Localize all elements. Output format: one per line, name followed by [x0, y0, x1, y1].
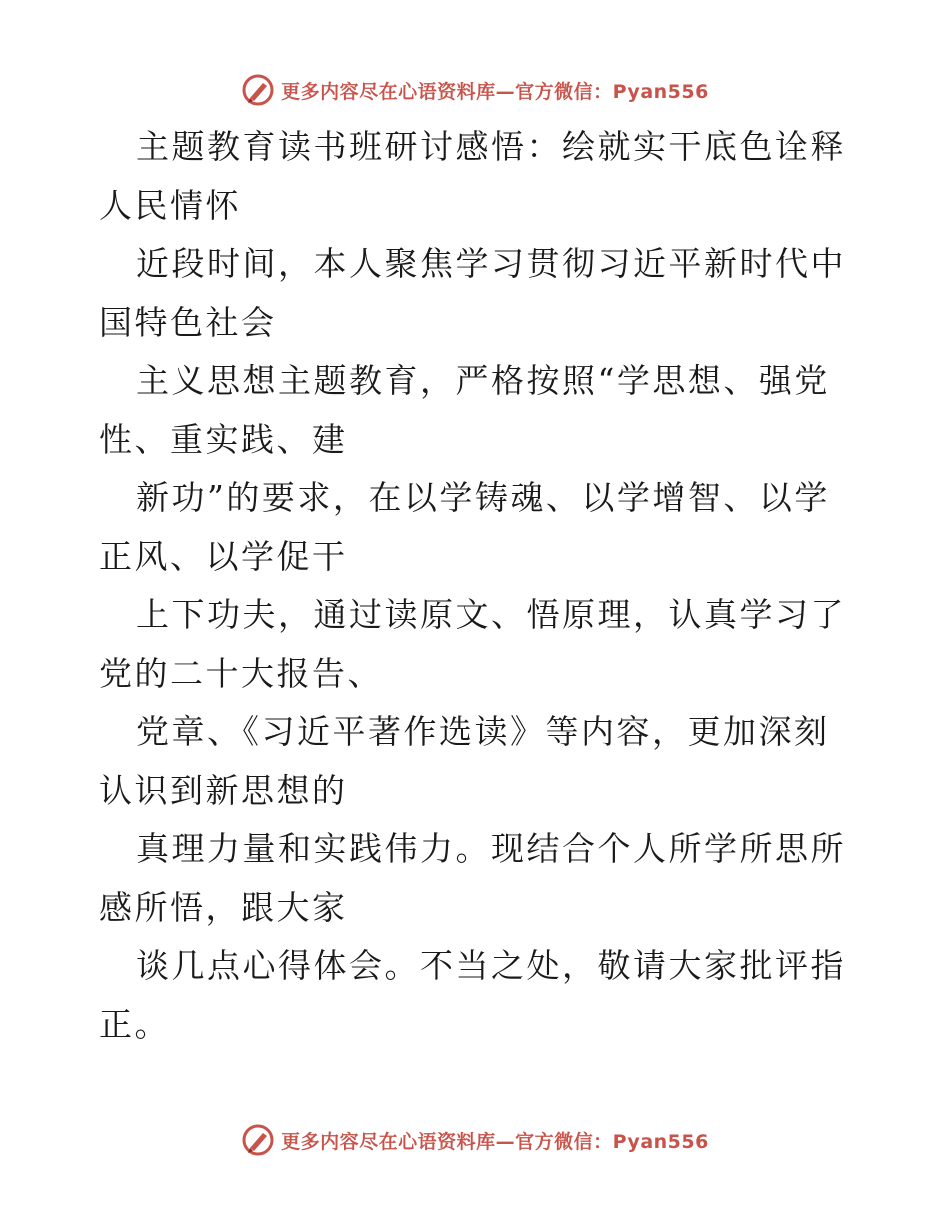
header-watermark	[0, 70, 950, 110]
document-title: 主题教育读书班研讨感悟：绘就实干底色诠释人民情怀	[99, 127, 846, 225]
paragraph: 近段时间，本人聚焦学习贯彻习近平新时代中国特色社会	[99, 244, 846, 342]
pen-logo-icon	[241, 73, 275, 107]
paragraph: 新功”的要求，在以学铸魂、以学增智、以学正风、以学促干	[99, 478, 830, 576]
paragraph: 主义思想主题教育，严格按照“学思想、强党性、重实践、建	[99, 361, 830, 459]
paragraph: 党章、《习近平著作选读》等内容，更加深刻认识到新思想的	[99, 712, 830, 810]
watermark-text: 更多内容尽在心语资料库—官方微信：Pyan556	[281, 80, 709, 103]
paragraph: 真理力量和实践伟力。现结合个人所学所思所感所悟，跟大家	[99, 829, 846, 927]
paragraph: 谈几点心得体会。不当之处，敬请大家批评指正。	[99, 946, 846, 1044]
watermark-text: 更多内容尽在心语资料库—官方微信：Pyan556	[281, 1130, 709, 1153]
footer-watermark	[0, 1120, 950, 1160]
paragraph: 上下功夫，通过读原文、悟原理，认真学习了党的二十大报告、	[99, 595, 846, 693]
document-body	[99, 118, 859, 1054]
pen-logo-icon	[241, 1123, 275, 1157]
